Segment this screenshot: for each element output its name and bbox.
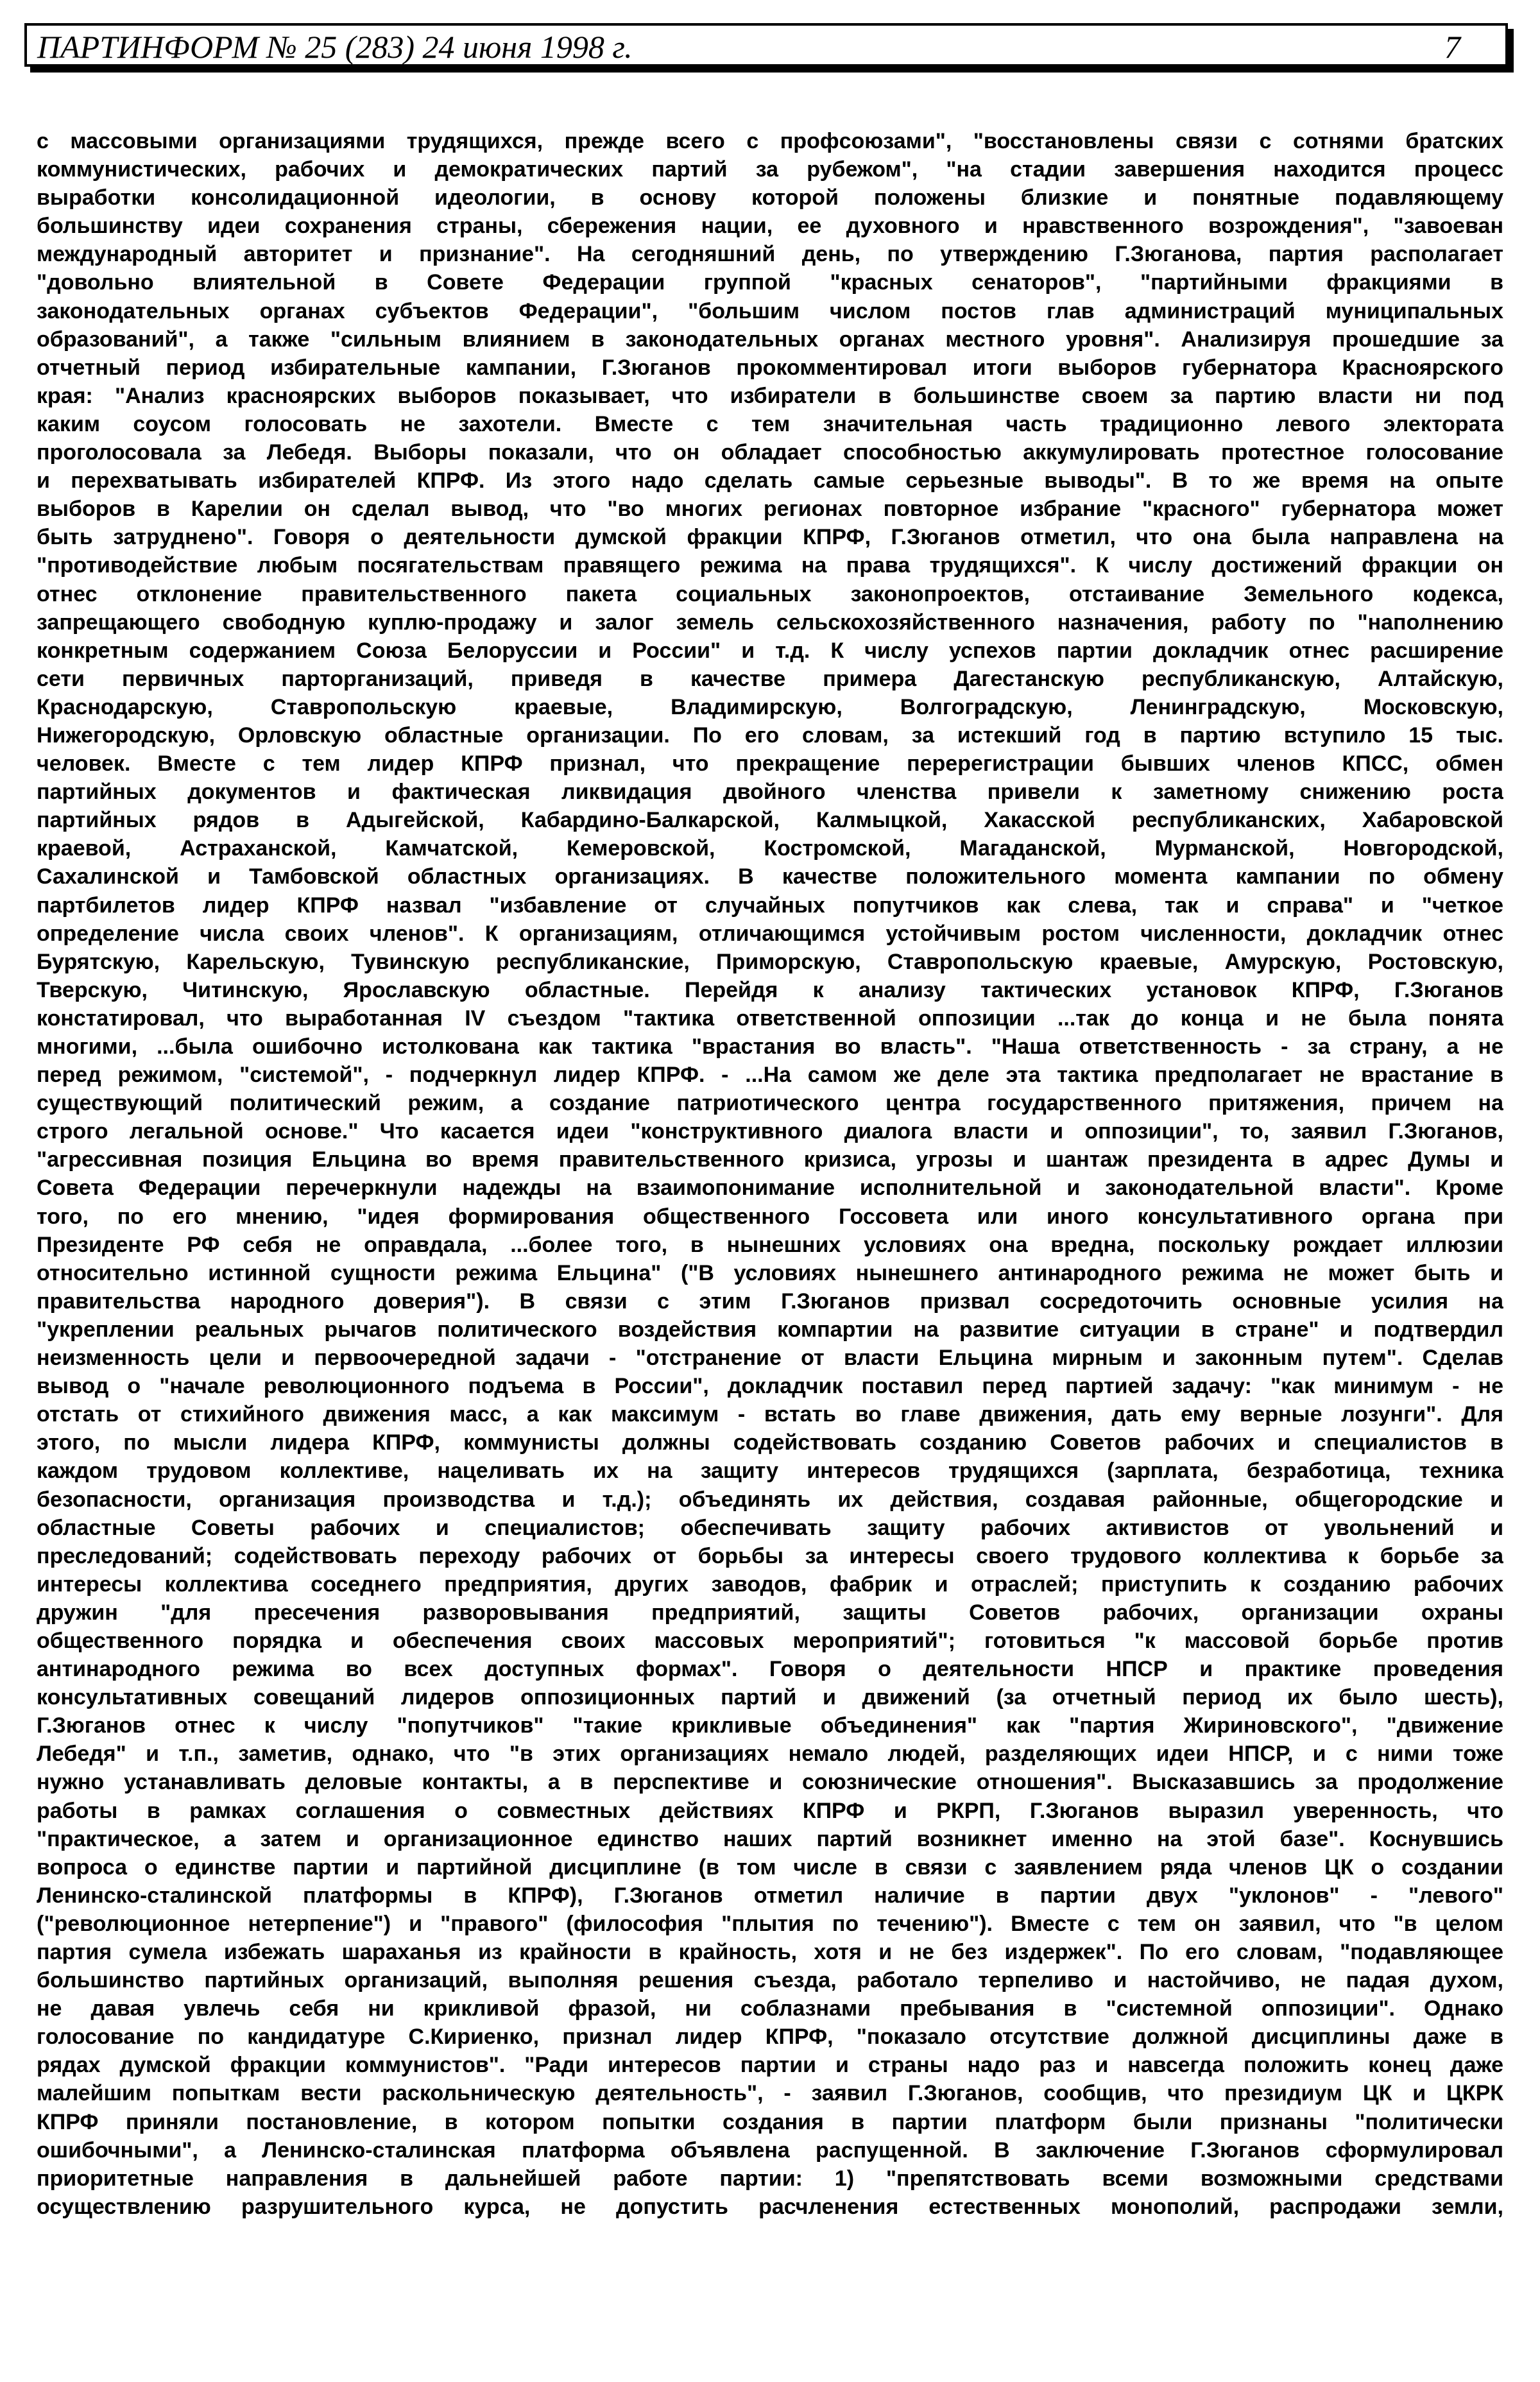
text-line: интересы коллектива соседнего предприятия, других заводов, фабрик и отраслей; приступить к созданию рабочих xyxy=(37,1572,1503,1597)
text-line: нужно устанавливать деловые контакты, а в перспективе и союзнические отношения". Высказавшись за продолжение xyxy=(37,1770,1503,1795)
text-line: края: "Анализ красноярских выборов показывает, что избиратели в большинстве своем за партию власти ни под xyxy=(37,383,1503,408)
text-line: этого, по мысли лидера КПРФ, коммунисты должны содействовать созданию Советов рабочих и специалистов в xyxy=(37,1430,1503,1455)
text-line: безопасности, организация производства и т.д.); объединять их действия, создавая районные, общегородские и xyxy=(37,1487,1503,1512)
text-line: того, по его мнению, "идея формирования общественного Госсовета или иного консультативного органа при xyxy=(37,1204,1503,1229)
text-line: коммунистических, рабочих и демократических партий за рубежом", "на стадии завершения находится процесс xyxy=(37,157,1503,182)
text-line: каким соусом голосовать не захотели. Вместе с тем значительная часть традиционно левого электората xyxy=(37,411,1503,436)
text-line: краевой, Астраханской, Камчатской, Кемеровской, Костромской, Магаданской, Мурманской, Новгородской, xyxy=(37,836,1503,861)
text-line: запрещающего свободную куплю-продажу и залог земель сельскохозяйственного назначения, работу по "наполнению xyxy=(37,610,1503,635)
text-line: вывод о "начале революционного подъема в России", докладчик поставил перед партией задачу: "как минимум - не xyxy=(37,1374,1503,1399)
text-line: констатировал, что выработанная IV съездом "тактика ответственной оппозиции ...так до конца и не была понята xyxy=(37,1006,1503,1031)
text-line: антинародного режима во всех доступных формах". Говоря о деятельности НПСР и практике проведения xyxy=(37,1657,1503,1682)
text-line: осуществлению разрушительного курса, не допустить расчленения естественных монополий, распродажи земли, xyxy=(37,2194,1503,2219)
text-line: многими, ...была ошибочно истолкована как тактика "врастания во власть". "Наша ответственность - за страну, а не xyxy=(37,1034,1503,1059)
text-line: Ленинско-сталинской платформы в КПРФ), Г.Зюганов отметил наличие в партии двух "уклонов" - "левого" xyxy=(37,1883,1503,1908)
text-line: строго легальной основе." Что касается идеи "конструктивного диалога власти и оппозиции", то, заявил Г.Зюганов, xyxy=(37,1119,1503,1144)
text-line: "практическое, а затем и организационное единство наших партий возникнет именно на этой базе". Коснувшись xyxy=(37,1826,1503,1851)
text-line: сети первичных парторганизаций, приведя в качестве примера Дагестанскую республиканскую, Алтайскую, xyxy=(37,666,1503,691)
text-line: отнес отклонение правительственного пакета социальных законопроектов, отстаивание Земельного кодекса, xyxy=(37,581,1503,606)
text-line: голосование по кандидатуре С.Кириенко, признал лидер КПРФ, "показало отсутствие должной дисциплины даже в xyxy=(37,2025,1503,2050)
text-line: образований", а также "сильным влиянием в законодательных органах местного уровня". Анализируя прошедшие за xyxy=(37,327,1503,352)
text-line: партийных рядов в Адыгейской, Кабардино-Балкарской, Калмыцкой, Хакасской республиканских, Хабаровской xyxy=(37,808,1503,833)
text-line: преследований; содействовать переходу рабочих от борьбы за интересы своего трудового коллектива к борьбе за xyxy=(37,1543,1503,1568)
text-line: определение числа своих членов". К организациям, отличающимся устойчивым ростом численности, докладчик отнес xyxy=(37,921,1503,946)
text-line: перед режимом, "системой", - подчеркнул лидер КПРФ. - ...На самом же деле эта тактика предполагает не врастание в xyxy=(37,1063,1503,1088)
text-line: существующий политический режим, а создание патриотического центра государственного притяжения, причем на xyxy=(37,1091,1503,1116)
text-line: Лебедя" и т.п., заметив, однако, что "в этих организациях немало людей, разделяющих идеи НПСР, и с ними тоже xyxy=(37,1742,1503,1767)
text-line: с массовыми организациями трудящихся, прежде всего с профсоюзами", "восстановлены связи с сотнями братских xyxy=(37,129,1503,153)
text-line: КПРФ приняли постановление, в котором попытки создания в партии платформ были признаны "политически xyxy=(37,2109,1503,2134)
text-line: "укреплении реальных рычагов политического воздействия компартии на развитие ситуации в стране" и подтвердил xyxy=(37,1317,1503,1342)
publication-title: ПАРТИНФОРМ № 25 (283) 24 июня 1998 г. xyxy=(37,29,633,65)
text-line: человек. Вместе с тем лидер КПРФ признал, что прекращение перерегистрации бывших членов КПСС, обмен xyxy=(37,751,1503,776)
page-number: 7 xyxy=(1444,29,1460,65)
text-line: конкретным содержанием Союза Белоруссии и России" и т.д. К числу успехов партии докладчик отнес расширение xyxy=(37,638,1503,663)
text-line: каждом трудовом коллективе, нацеливать их на защиту интересов трудящихся (зарплата, безработица, техника xyxy=(37,1459,1503,1484)
text-line: Сахалинской и Тамбовской областных организациях. В качестве положительного момента кампании по обмену xyxy=(37,864,1503,889)
text-line: Бурятскую, Карельскую, Тувинскую республиканские, Приморскую, Ставропольскую краевые, Амурскую, Ростовскую, xyxy=(37,949,1503,974)
text-line: дружин "для пресечения разворовывания предприятий, защиты Советов рабочих, организации охраны xyxy=(37,1600,1503,1625)
text-line: отчетный период избирательные кампании, Г.Зюганов прокомментировал итоги выборов губернатора Красноярского xyxy=(37,355,1503,380)
text-line: быть затруднено". Говоря о деятельности думской фракции КПРФ, Г.Зюганов отметил, что она была направлена на xyxy=(37,525,1503,550)
text-line: общественного порядка и обеспечения своих массовых мероприятий"; готовиться "к массовой борьбе против xyxy=(37,1628,1503,1653)
text-line: большинству идеи сохранения страны, сбережения нации, ее духовного и нравственного возрождения", "завоеван xyxy=(37,214,1503,239)
text-line: Тверскую, Читинскую, Ярославскую областные. Перейдя к анализу тактических установок КПРФ, Г.Зюганов xyxy=(37,977,1503,1002)
text-line: Президенте РФ себя не оправдала, ...более того, в нынешних условиях она вредна, поскольку рождает иллюзии xyxy=(37,1232,1503,1257)
text-line: ("революционное нетерпение") и "правого" (философия "плытия по течению"). Вместе с тем он заявил, что "в целом xyxy=(37,1911,1503,1936)
text-line: "довольно влиятельной в Совете Федерации группой "красных сенаторов", "партийными фракциями в xyxy=(37,270,1503,295)
text-line: Нижегородскую, Орловскую областные организации. По его словам, за истекший год в партию вступило 15 тыс. xyxy=(37,723,1503,748)
text-line: малейшим попыткам вести раскольническую деятельность", - заявил Г.Зюганов, сообщив, что президиум ЦК и ЦКРК xyxy=(37,2081,1503,2106)
text-line: партбилетов лидер КПРФ назвал "избавление от случайных попутчиков как слева, так и справа" и "четкое xyxy=(37,893,1503,918)
text-line: Краснодарскую, Ставропольскую краевые, Владимирскую, Волгоградскую, Ленинградскую, Московскую, xyxy=(37,694,1503,719)
text-line: Г.Зюганов отнес к числу "попутчиков" "такие крикливые объединения" как "партия Жириновского", "движение xyxy=(37,1713,1503,1738)
text-line: относительно истинной сущности режима Ельцина" ("В условиях нынешнего антинародного режима не может быть и xyxy=(37,1260,1503,1285)
text-line: международный авторитет и признание". На сегодняшний день, по утверждению Г.Зюганова, партия располагает xyxy=(37,242,1503,267)
text-line: выборов в Карелии он сделал вывод, что "во многих регионах повторное избрание "красного" губернатора может xyxy=(37,497,1503,522)
text-line: рядах думской фракции коммунистов". "Ради интересов партии и страны надо раз и навсегда положить конец даже xyxy=(37,2053,1503,2078)
text-line: приоритетные направления в дальнейшей работе партии: 1) "препятствовать всеми возможными средствами xyxy=(37,2166,1503,2191)
text-line: выработки консолидационной идеологии, в основу которой положены близкие и понятные подавляющему xyxy=(37,185,1503,210)
text-line: большинство партийных организаций, выполняя решения съезда, работало терпеливо и настойчиво, не падая духом, xyxy=(37,1968,1503,1993)
text-line: правительства народного доверия"). В связи с этим Г.Зюганов призвал сосредоточить основные усилия на xyxy=(37,1289,1503,1314)
text-line: работы в рамках соглашения о совместных действиях КПРФ и РКРП, Г.Зюганов выразил уверенность, что xyxy=(37,1798,1503,1823)
text-line: законодательных органах субъектов Федерации", "большим числом постов глав администраций муниципальных xyxy=(37,298,1503,323)
text-line: ошибочными", а Ленинско-сталинская платформа объявлена распущенной. В заключение Г.Зюганов сформулировал xyxy=(37,2138,1503,2163)
page-header xyxy=(24,23,1508,67)
text-line: партийных документов и фактическая ликвидация двойного членства привели к заметному снижению роста xyxy=(37,780,1503,805)
article-body xyxy=(37,127,1503,2221)
text-line: "агрессивная позиция Ельцина во время правительственного кризиса, угрозы и шантаж президента в адрес Думы и xyxy=(37,1147,1503,1172)
text-line: проголосовала за Лебедя. Выборы показали, что он обладает способностью аккумулировать протестное голосование xyxy=(37,440,1503,465)
text-line: неизменность цели и первоочередной задачи - "отстранение от власти Ельцина мирным и законным путем". Сделав xyxy=(37,1346,1503,1371)
text-line: не давая увлечь себя ни крикливой фразой, ни соблазнами пребывания в "системной оппозиции". Однако xyxy=(37,1996,1503,2021)
text-line: областные Советы рабочих и специалистов; обеспечивать защиту рабочих активистов от увольнений и xyxy=(37,1515,1503,1540)
text-line: "противодействие любым посягательствам правящего режима на права трудящихся". К числу достижений фракции он xyxy=(37,553,1503,578)
text-line: Совета Федерации перечеркнули надежды на взаимопонимание исполнительной и законодательной власти". Кроме xyxy=(37,1176,1503,1201)
text-line: партия сумела избежать шараханья из крайности в крайность, хотя и не без издержек". По его словам, "подавляющее xyxy=(37,1940,1503,1964)
text-line: вопроса о единстве партии и партийной дисциплине (в том числе в связи с заявлением ряда членов ЦК о создании xyxy=(37,1855,1503,1880)
text-line: консультативных совещаний лидеров оппозиционных партий и движений (за отчетный период их было шесть), xyxy=(37,1685,1503,1710)
text-line: и перехватывать избирателей КПРФ. Из этого надо сделать самые серьезные выводы". В то же время на опыте xyxy=(37,468,1503,493)
text-line: отстать от стихийного движения масс, а как максимум - встать во главе движения, дать ему верные лозунги". Для xyxy=(37,1402,1503,1427)
